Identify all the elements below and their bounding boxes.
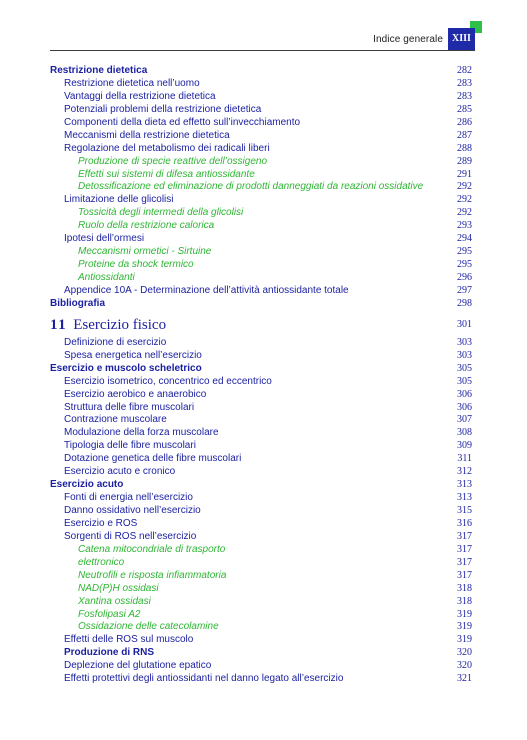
toc-entry[interactable] xyxy=(50,130,472,143)
page-header xyxy=(50,28,475,51)
toc-entry[interactable] xyxy=(50,233,472,246)
toc-entry[interactable] xyxy=(50,427,472,440)
toc-page-number: 294 xyxy=(457,233,472,245)
toc-entry-title: Contrazione muscolare xyxy=(64,414,167,426)
toc-entry-title: Appendice 10A - Determinazione dell’attività antiossidante totale xyxy=(64,284,349,296)
toc-page-number: 295 xyxy=(457,246,472,258)
toc-entry-title: Ipotesi dell’ormesi xyxy=(64,233,145,245)
toc-entry[interactable] xyxy=(50,350,472,363)
toc-entry-title: Sorgenti di ROS nell’esercizio xyxy=(64,530,197,542)
toc-page-number: 317 xyxy=(457,530,472,542)
toc-page-number: 287 xyxy=(457,129,472,141)
toc-page-number: 305 xyxy=(457,375,472,387)
toc-page-number: 303 xyxy=(457,336,472,348)
toc-entry-title: Potenziali problemi della restrizione dietetica xyxy=(64,103,262,115)
toc-page-number: 283 xyxy=(457,90,472,102)
toc-page-number: 311 xyxy=(457,453,472,465)
toc-page-number: 316 xyxy=(457,517,472,529)
toc-entry-title: NAD(P)H ossidasi xyxy=(78,582,159,594)
toc-entry-title: Vantaggi della restrizione dietetica xyxy=(64,90,216,102)
toc-entry-title: Bibliografia xyxy=(50,297,106,309)
toc-entry[interactable] xyxy=(50,65,472,78)
running-title: Indice generale xyxy=(373,34,443,45)
toc-entry[interactable] xyxy=(50,505,472,518)
toc-entry-title: Produzione di RNS xyxy=(64,647,154,659)
toc-page-number: 320 xyxy=(457,660,472,672)
toc-entry[interactable] xyxy=(50,660,472,673)
toc-entry-title: Tossicità degli intermedi della glicolisi xyxy=(78,207,244,219)
toc-entry-title: Produzione di specie reattive dell’ossigeno xyxy=(78,155,268,167)
toc-entry-title: Antiossidanti xyxy=(78,272,135,283)
toc-page-number: 309 xyxy=(457,440,472,452)
toc-entry[interactable] xyxy=(50,156,472,169)
toc-entry[interactable] xyxy=(50,376,472,389)
toc-entry[interactable] xyxy=(50,117,472,130)
toc-entry[interactable] xyxy=(50,298,472,311)
toc-page-number: 318 xyxy=(457,582,472,594)
toc-page-number: 282 xyxy=(457,65,472,76)
toc-page-number: 285 xyxy=(457,103,472,115)
toc-entry[interactable] xyxy=(50,544,472,557)
toc-entry-title: Effetti delle ROS sul muscolo xyxy=(64,634,194,646)
toc-entry-title: Restrizione dietetica xyxy=(50,65,148,76)
toc-entry-title: Esercizio e muscolo scheletrico xyxy=(50,362,202,374)
toc-entry[interactable] xyxy=(50,220,472,233)
toc-page-number: 291 xyxy=(457,168,472,180)
toc-entry-title: Esercizio isometrico, concentrico ed eccentrico xyxy=(64,375,272,387)
toc-page-number: 292 xyxy=(457,207,472,219)
toc-entry[interactable] xyxy=(50,453,472,466)
toc-entry[interactable] xyxy=(50,181,472,194)
toc-entry-title: Deplezione del glutatione epatico xyxy=(64,660,212,672)
toc-page-number: 296 xyxy=(457,272,472,283)
toc-page-number: 319 xyxy=(457,634,472,646)
toc-entry[interactable] xyxy=(50,207,472,220)
toc-page-number: 288 xyxy=(457,142,472,154)
toc-entry[interactable] xyxy=(50,466,472,479)
toc-entry-title: Limitazione delle glicolisi xyxy=(64,194,174,206)
toc-entry-title: Regolazione del metabolismo dei radicali liberi xyxy=(64,142,270,154)
chapter-heading[interactable] xyxy=(50,311,472,337)
toc-page-number: 306 xyxy=(457,401,472,413)
toc-entry-title: Detossificazione ed eliminazione di prodotti danneggiati da reazioni ossidative xyxy=(78,181,424,193)
toc-entry[interactable] xyxy=(50,621,472,634)
toc-page-number: 315 xyxy=(457,505,472,516)
toc-entry[interactable] xyxy=(50,609,472,622)
toc-page-number: 308 xyxy=(457,427,472,439)
toc-entry-title: elettronico xyxy=(78,556,125,568)
toc-page-number: 289 xyxy=(457,155,472,167)
toc-page-number: 313 xyxy=(457,479,472,491)
toc-entry-title: Ossidazione delle catecolamine xyxy=(78,621,219,633)
toc-entry[interactable] xyxy=(50,479,472,492)
toc-page-number: 320 xyxy=(457,647,472,659)
toc-entry[interactable] xyxy=(50,285,472,298)
toc-entry[interactable] xyxy=(50,557,472,570)
toc-entry-title: Struttura delle fibre muscolari xyxy=(64,401,195,413)
toc-entry[interactable] xyxy=(50,78,472,91)
toc-page-number: 321 xyxy=(457,673,472,685)
toc-entry[interactable] xyxy=(50,389,472,402)
toc-entry[interactable] xyxy=(50,363,472,376)
chapter-title: Esercizio fisico xyxy=(73,316,167,333)
toc-page-number: 318 xyxy=(457,595,472,607)
toc-entry-title: Proteine da shock termico xyxy=(78,259,194,271)
toc-entry-title: Dotazione genetica delle fibre muscolari xyxy=(64,453,242,465)
toc-entry[interactable] xyxy=(50,259,472,272)
toc-entry[interactable] xyxy=(50,570,472,583)
toc-entry-title: Esercizio e ROS xyxy=(64,517,138,529)
toc-page-number: 319 xyxy=(457,608,472,620)
toc-entry[interactable] xyxy=(50,104,472,117)
toc-entry-title: Tipologia delle fibre muscolari xyxy=(64,440,196,452)
toc-page-number: 317 xyxy=(457,543,472,555)
toc-entry[interactable] xyxy=(50,583,472,596)
toc-entry[interactable] xyxy=(50,194,472,207)
toc-page-number: 283 xyxy=(457,77,472,89)
toc-page-number: 303 xyxy=(457,349,472,361)
toc-page-number: 295 xyxy=(457,259,472,271)
toc-entry-title: Esercizio acuto e cronico xyxy=(64,466,176,478)
toc-page-number: 298 xyxy=(457,297,472,309)
toc-entry-title: Meccanismi della restrizione dietetica xyxy=(64,129,230,141)
toc-entry-title: Esercizio acuto xyxy=(50,479,124,491)
toc-entry[interactable] xyxy=(50,492,472,505)
toc-entry-title: Meccanismi ormetici - Sirtuine xyxy=(78,246,212,258)
toc-page-number: 293 xyxy=(457,220,472,232)
toc-entry-title: Effetti sui sistemi di difesa antiossidante xyxy=(78,168,255,180)
toc-entry-title: Restrizione dietetica nell’uomo xyxy=(64,77,200,89)
toc-page-number: 317 xyxy=(457,556,472,568)
toc-entry[interactable] xyxy=(50,673,472,686)
toc-page-number: 313 xyxy=(457,492,472,504)
toc-entry-title: Catena mitocondriale di trasporto xyxy=(78,543,226,555)
toc-entry-title: Effetti protettivi degli antiossidanti nel danno legato all’esercizio xyxy=(64,673,344,685)
toc-entry-title xyxy=(50,317,166,333)
toc-entry[interactable] xyxy=(50,634,472,647)
toc-entry-title: Fosfolipasi A2 xyxy=(78,608,141,620)
toc-page-number: 317 xyxy=(457,569,472,581)
toc-entry[interactable] xyxy=(50,596,472,609)
toc-page-number: 305 xyxy=(457,362,472,374)
toc-page-number: 307 xyxy=(457,414,472,426)
toc-entry[interactable] xyxy=(50,531,472,544)
toc-entry[interactable] xyxy=(50,272,472,285)
toc-entry-title: Xantina ossidasi xyxy=(78,595,151,607)
toc-page-number: 292 xyxy=(457,194,472,206)
toc-entry[interactable] xyxy=(50,518,472,531)
toc-page-number: 292 xyxy=(457,181,472,193)
toc-entry[interactable] xyxy=(50,647,472,660)
toc-entry-title: Modulazione della forza muscolare xyxy=(64,427,219,439)
chapter-number: 11 xyxy=(50,316,68,333)
toc-entry-title: Neutrofili e risposta infiammatoria xyxy=(78,569,227,581)
page-number-tab: XIII xyxy=(448,28,475,50)
toc-entry[interactable] xyxy=(50,246,472,259)
toc-entry-title: Danno ossidativo nell’esercizio xyxy=(64,505,201,516)
toc-entry-title: Spesa energetica nell’esercizio xyxy=(64,349,202,361)
toc-page-number: 301 xyxy=(457,318,472,330)
toc-page-number: 312 xyxy=(457,466,472,478)
toc-entry-title: Componenti della dieta ed effetto sull’invecchiamento xyxy=(64,116,301,128)
toc-entry[interactable] xyxy=(50,414,472,427)
toc-entry[interactable] xyxy=(50,143,472,156)
table-of-contents xyxy=(50,65,472,686)
toc-entry[interactable] xyxy=(50,440,472,453)
toc-page-number: 306 xyxy=(457,388,472,400)
toc-entry[interactable] xyxy=(50,337,472,350)
toc-page-number: 297 xyxy=(457,284,472,296)
toc-entry-title: Ruolo della restrizione calorica xyxy=(78,220,215,232)
toc-entry[interactable] xyxy=(50,169,472,182)
toc-entry[interactable] xyxy=(50,402,472,415)
toc-entry[interactable] xyxy=(50,91,472,104)
toc-entry-title: Esercizio aerobico e anaerobico xyxy=(64,388,207,400)
toc-entry-title: Definizione di esercizio xyxy=(64,336,167,348)
toc-page-number: 286 xyxy=(457,116,472,128)
toc-entry-title: Fonti di energia nell’esercizio xyxy=(64,492,193,504)
toc-page-number: 319 xyxy=(457,621,472,633)
